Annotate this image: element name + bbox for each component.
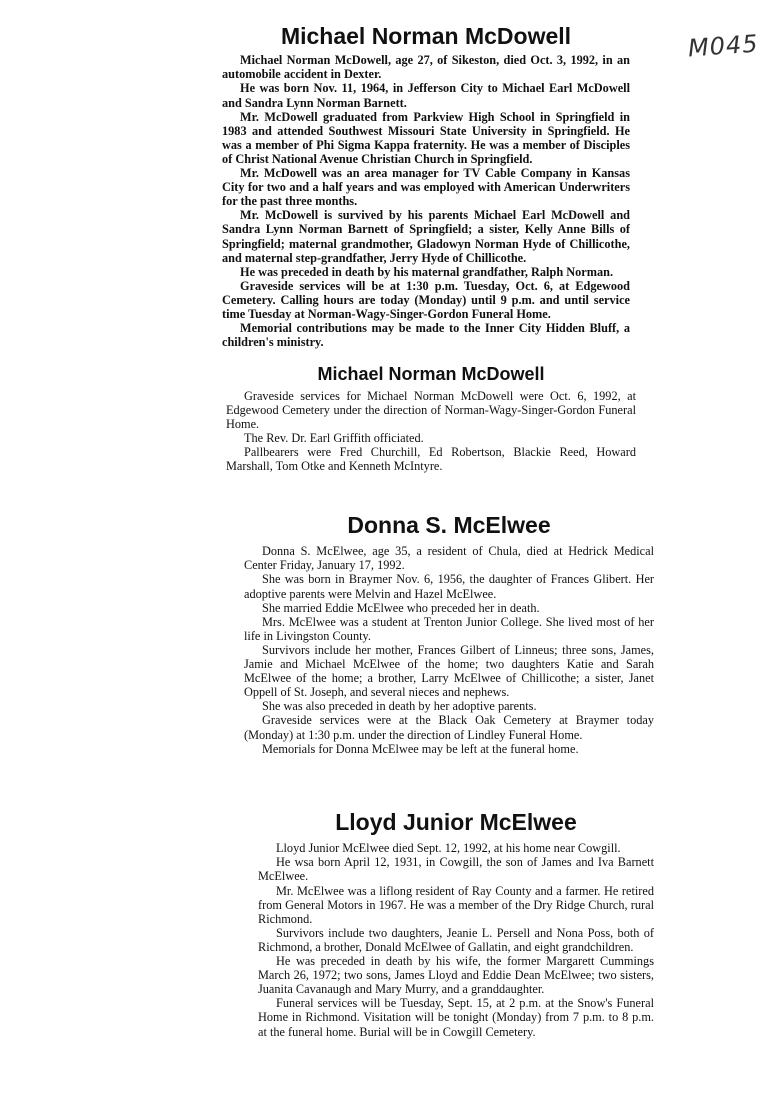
- obituary-paragraph: She was also preceded in death by her adoptive parents.: [262, 699, 537, 714]
- obituary-paragraph: Memorials for Donna McElwee may be left at the funeral home.: [262, 741, 579, 756]
- obituary-michael-mcdowell-graveside: [226, 365, 636, 473]
- obituary-paragraph: Graveside services for Michael Norman McDowell were Oct. 6, 1992, at Edgewood Cemetery under the direction of Norman-Wagy-Singer-Gordon Funeral Home.: [226, 388, 636, 431]
- obituary-paragraph: Memorial contributions may be made to the Inner City Hidden Bluff, a children's ministry.: [222, 321, 630, 350]
- handwritten-annotation: M045: [687, 29, 760, 63]
- obituary-heading: Michael Norman McDowell: [280, 23, 572, 49]
- obituary-heading: Donna S. McElwee: [347, 512, 551, 538]
- obituary-paragraph: Donna S. McElwee, age 35, a resident of Chula, died at Hedrick Medical Center Friday, January 17, 1992.: [244, 544, 654, 573]
- obituary-heading: Lloyd Junior McElwee: [335, 809, 577, 835]
- obituary-paragraph: Mr. McElwee was a liflong resident of Ray County and a farmer. He retired from General Motors in 1967. He was a member of the Dry Ridge Church, rural Richmond.: [258, 883, 654, 926]
- obituary-paragraph: Graveside services will be at 1:30 p.m. Tuesday, Oct. 6, at Edgewood Cemetery. Calling hours are today (Monday) until 9 p.m. and until service time Tuesday at Norman-Wagy-Singer-Gordon Funeral Home.: [222, 278, 630, 321]
- obituary-paragraph: Michael Norman McDowell, age 27, of Sikeston, died Oct. 3, 1992, in an automobile accident in Dexter.: [222, 53, 630, 82]
- obituary-donna-mcelwee: [244, 513, 654, 756]
- obituary-paragraph: She was born in Braymer Nov. 6, 1956, the daughter of Frances Glibert. Her adoptive parents were Melvin and Hazel McElwee.: [244, 572, 654, 601]
- obituary-paragraph: Mrs. McElwee was a student at Trenton Junior College. She lived most of her life in Livingston County.: [244, 614, 654, 643]
- obituary-paragraph: She married Eddie McElwee who preceded her in death.: [262, 600, 540, 615]
- obituary-heading: Michael Norman McDowell: [317, 364, 545, 384]
- obituary-michael-mcdowell: [222, 24, 630, 349]
- obituary-paragraph: He was preceded in death by his wife, the former Margarett Cummings March 26, 1972; two sons, James Lloyd and Eddie Dean McElwee; two sisters, Juanita Cavanaugh and Mary Murry, and a granddaughter.: [258, 954, 654, 997]
- obituary-paragraph: Lloyd Junior McElwee died Sept. 12, 1992, at his home near Cowgill.: [276, 841, 621, 856]
- obituary-paragraph: He wsa born April 12, 1931, in Cowgill, the son of James and Iva Barnett McElwee.: [258, 855, 654, 884]
- obituary-paragraph: He was preceded in death by his maternal grandfather, Ralph Norman.: [240, 264, 614, 279]
- obituary-paragraph: Mr. McDowell graduated from Parkview High School in Springfield in 1983 and attended Southwest Missouri State University in Springfield. He was a member of Phi Sigma Kappa fraternity. He was a member of Disciples of Christ National Avenue Christian Church in Springfield.: [222, 109, 630, 166]
- obituary-paragraph: Funeral services will be Tuesday, Sept. 15, at 2 p.m. at the Snow's Funeral Home in Richmond. Visitation will be tonight (Monday) from 7 p.m. to 8 p.m. at the funeral home. Burial will be in Cowgill Cemetery.: [258, 996, 654, 1039]
- obituary-paragraph: Survivors include her mother, Frances Gilbert of Linneus; three sons, James, Jamie and Michael McElwee of the home; two daughters Katie and Sarah McElwee of the home; a brother, Larry McElwee of Chillicothe; a sister, Janet Oppell of St. Joseph, and several nieces and nephews.: [244, 642, 654, 700]
- obituary-paragraph: Pallbearers were Fred Churchill, Ed Robertson, Blackie Reed, Howard Marshall, Tom Otke and Kenneth McIntyre.: [226, 445, 636, 474]
- obituary-paragraph: Mr. McDowell was an area manager for TV Cable Company in Kansas City for two and a half years and was employed with American Underwriters for the past three months.: [222, 166, 630, 209]
- obituary-paragraph: Graveside services were at the Black Oak Cemetery at Braymer today (Monday) at 1:30 p.m. under the direction of Lindley Funeral Home.: [244, 713, 654, 742]
- obituary-paragraph: Survivors include two daughters, Jeanie L. Persell and Nona Poss, both of Richmond, a brother, Donald McElwee of Gallatin, and eight grandchildren.: [258, 925, 654, 954]
- obituary-paragraph: Mr. McDowell is survived by his parents Michael Earl McDowell and Sandra Lynn Norman Barnett of Springfield; a sister, Kelly Anne Bills of Springfield; maternal grandmother, Gladowyn Norman Hyde of Chillicothe, and maternal step-grandfather, Jerry Hyde of Chillicothe.: [222, 208, 630, 265]
- obituary-paragraph: He was born Nov. 11, 1964, in Jefferson City to Michael Earl McDowell and Sandra Lynn Norman Barnett.: [222, 81, 630, 110]
- obituary-paragraph: The Rev. Dr. Earl Griffith officiated.: [244, 431, 424, 446]
- obituary-lloyd-mcelwee: [258, 810, 654, 1039]
